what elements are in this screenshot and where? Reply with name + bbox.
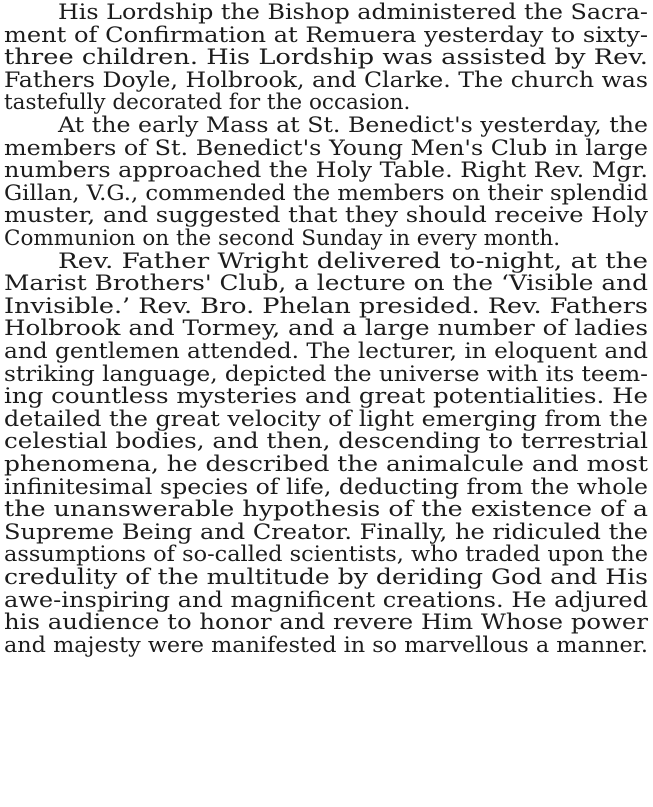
text-line: infinitesimal species of life, deducting from the whole: [4, 474, 648, 500]
text-line: Supreme Being and Creator. Finally, he ridiculed the: [4, 519, 648, 545]
text-line: celestial bodies, and then, descending to terrestrial: [4, 429, 649, 455]
text-line: and majesty were manifested in so marvellous a manner.: [4, 632, 649, 658]
text-line: and gentlemen attended. The lecturer, in eloquent and: [4, 339, 649, 364]
text-line: Rev. Father Wright delivered to-night, at the: [58, 248, 649, 274]
text-line: awe-inspiring and magnificent creations. He adjured: [4, 587, 649, 613]
text-line: the unanswerable hypothesis of the existence of a: [4, 497, 649, 523]
text-line: tastefully decorated for the occasion.: [4, 90, 411, 116]
text-line: three children. His Lordship was assisted by Rev.: [4, 45, 649, 71]
text-line: credulity of the multitude by deriding God and His: [4, 565, 648, 590]
text-line: Invisible.’ Rev. Bro. Phelan presided. Rev. Fathers: [4, 293, 649, 319]
text-line: Holbrook and Tormey, and a large number of ladies: [4, 316, 648, 342]
text-line: Marist Brothers' Club, a lecture on the ‘Visible and: [4, 271, 649, 297]
text-line: Fathers Doyle, Holbrook, and Clarke. The church was: [4, 67, 649, 93]
text-line: ment of Confirmation at Remuera yesterday to sixty-: [4, 22, 649, 48]
text-line: numbers approached the Holy Table. Right Rev. Mgr.: [4, 158, 648, 184]
text-line: Communion on the second Sunday in every month.: [4, 226, 561, 251]
text-line: striking language, depicted the universe with its teem-: [4, 361, 649, 387]
text-line: ing countless mysteries and great potentialities. He: [4, 384, 648, 410]
text-line: phenomena, he described the animalcule and most: [4, 452, 648, 477]
text-line: his audience to honor and revere Him Whose power: [4, 610, 648, 636]
text-line: detailed the great velocity of light emerging from the: [4, 406, 648, 432]
text-line: At the early Mass at St. Benedict's yesterday, the: [58, 113, 648, 138]
text-line: His Lordship the Bishop administered the Sacra-: [58, 0, 648, 25]
text-line: assumptions of so-called scientists, who traded upon the: [4, 542, 649, 568]
text-line: Gillan, V.G., commended the members on their splendid: [4, 180, 649, 206]
text-line: muster, and suggested that they should receive Holy: [4, 203, 648, 229]
text-line: members of St. Benedict's Young Men's Club in large: [4, 135, 649, 161]
